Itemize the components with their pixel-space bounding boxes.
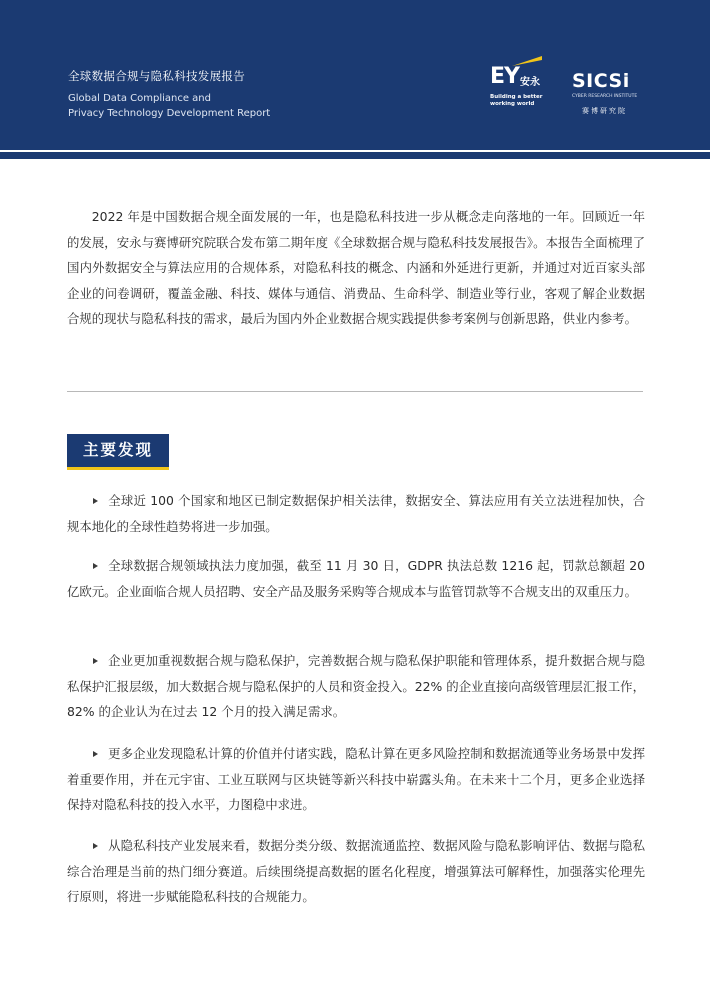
- report-title-en-line2: Privacy Technology Development Report: [68, 108, 271, 119]
- ey-logo-tagline: [490, 94, 542, 108]
- finding-item: [67, 488, 645, 539]
- ey-tagline-line2: working world: [490, 101, 535, 107]
- sicsi-logo: [572, 70, 646, 118]
- finding-text: 全球近 100 个国家和地区已制定数据保护相关法律，数据安全、算法应用有关立法进程加快，合规本地化的全球性趋势将进一步加强。: [67, 493, 645, 534]
- triangle-bullet-icon: [93, 751, 98, 757]
- triangle-bullet-icon: [93, 658, 98, 664]
- ey-tagline-line1: Building a better: [490, 94, 543, 100]
- ey-logo-cn: 安永: [520, 77, 540, 88]
- report-title-en: [68, 91, 270, 121]
- section-title-key-findings: 主要发现: [67, 434, 169, 470]
- report-title-en-line1: Global Data Compliance and: [68, 93, 211, 104]
- page-header: [0, 0, 710, 150]
- triangle-bullet-icon: [93, 843, 98, 849]
- sicsi-logo-subtitle: CYBER RESEARCH INSTITUTE: [572, 94, 638, 99]
- triangle-bullet-icon: [93, 498, 98, 504]
- header-strip: [0, 150, 710, 159]
- section-divider: [67, 391, 643, 392]
- finding-text: 从隐私科技产业发展来看，数据分类分级、数据流通监控、数据风险与隐私影响评估、数据与隐私综合治理是当前的热门细分赛道。后续围绕提高数据的匿名化程度，增强算法可解释性，加强落实伦理先行原则，将进一步赋能隐私科技的合规能力。: [67, 838, 645, 904]
- sicsi-logo-mark: SICSi: [572, 70, 630, 92]
- finding-item: [67, 553, 645, 604]
- report-title-cn: 全球数据合规与隐私科技发展报告: [68, 69, 245, 83]
- triangle-bullet-icon: [93, 563, 98, 569]
- sicsi-logo-cn: 赛博研究院: [582, 107, 627, 115]
- finding-text: 更多企业发现隐私计算的价值并付诸实践，隐私计算在更多风险控制和数据流通等业务场景中发挥着重要作用，并在元宇宙、工业互联网与区块链等新兴科技中崭露头角。在未来十二个月，更多企业选择保持对隐私科技的投入水平，力图稳中求进。: [67, 746, 645, 812]
- ey-logo: [490, 56, 552, 118]
- ey-logo-mark: EY: [490, 64, 519, 89]
- finding-item: [67, 648, 645, 725]
- finding-text: 企业更加重视数据合规与隐私保护，完善数据合规与隐私保护职能和管理体系，提升数据合规与隐私保护汇报层级，加大数据合规与隐私保护的人员和资金投入。22% 的企业直接向高级管理层汇报工作，82% 的企业认为在过去 12 个月的投入满足需求。: [67, 653, 645, 719]
- finding-text: 全球数据合规领域执法力度加强，截至 11 月 30 日，GDPR 执法总数 1216 起，罚款总额超 20 亿欧元。企业面临合规人员招聘、安全产品及服务采购等合规成本与监管罚款等不合规支出的双重压力。: [67, 558, 645, 599]
- finding-item: [67, 833, 645, 910]
- intro-paragraph: 2022 年是中国数据合规全面发展的一年，也是隐私科技进一步从概念走向落地的一年。回顾近一年的发展，安永与赛博研究院联合发布第二期年度《全球数据合规与隐私科技发展报告》。本报告全面梳理了国内外数据安全与算法应用的合规体系，对隐私科技的概念、内涵和外延进行更新，并通过对近百家头部企业的问卷调研，覆盖金融、科技、媒体与通信、消费品、生命科学、制造业等行业，客观了解企业数据合规的现状与隐私科技的需求，最后为国内外企业数据合规实践提供参考案例与创新思路，供业内参考。: [67, 209, 645, 326]
- finding-item: [67, 741, 645, 818]
